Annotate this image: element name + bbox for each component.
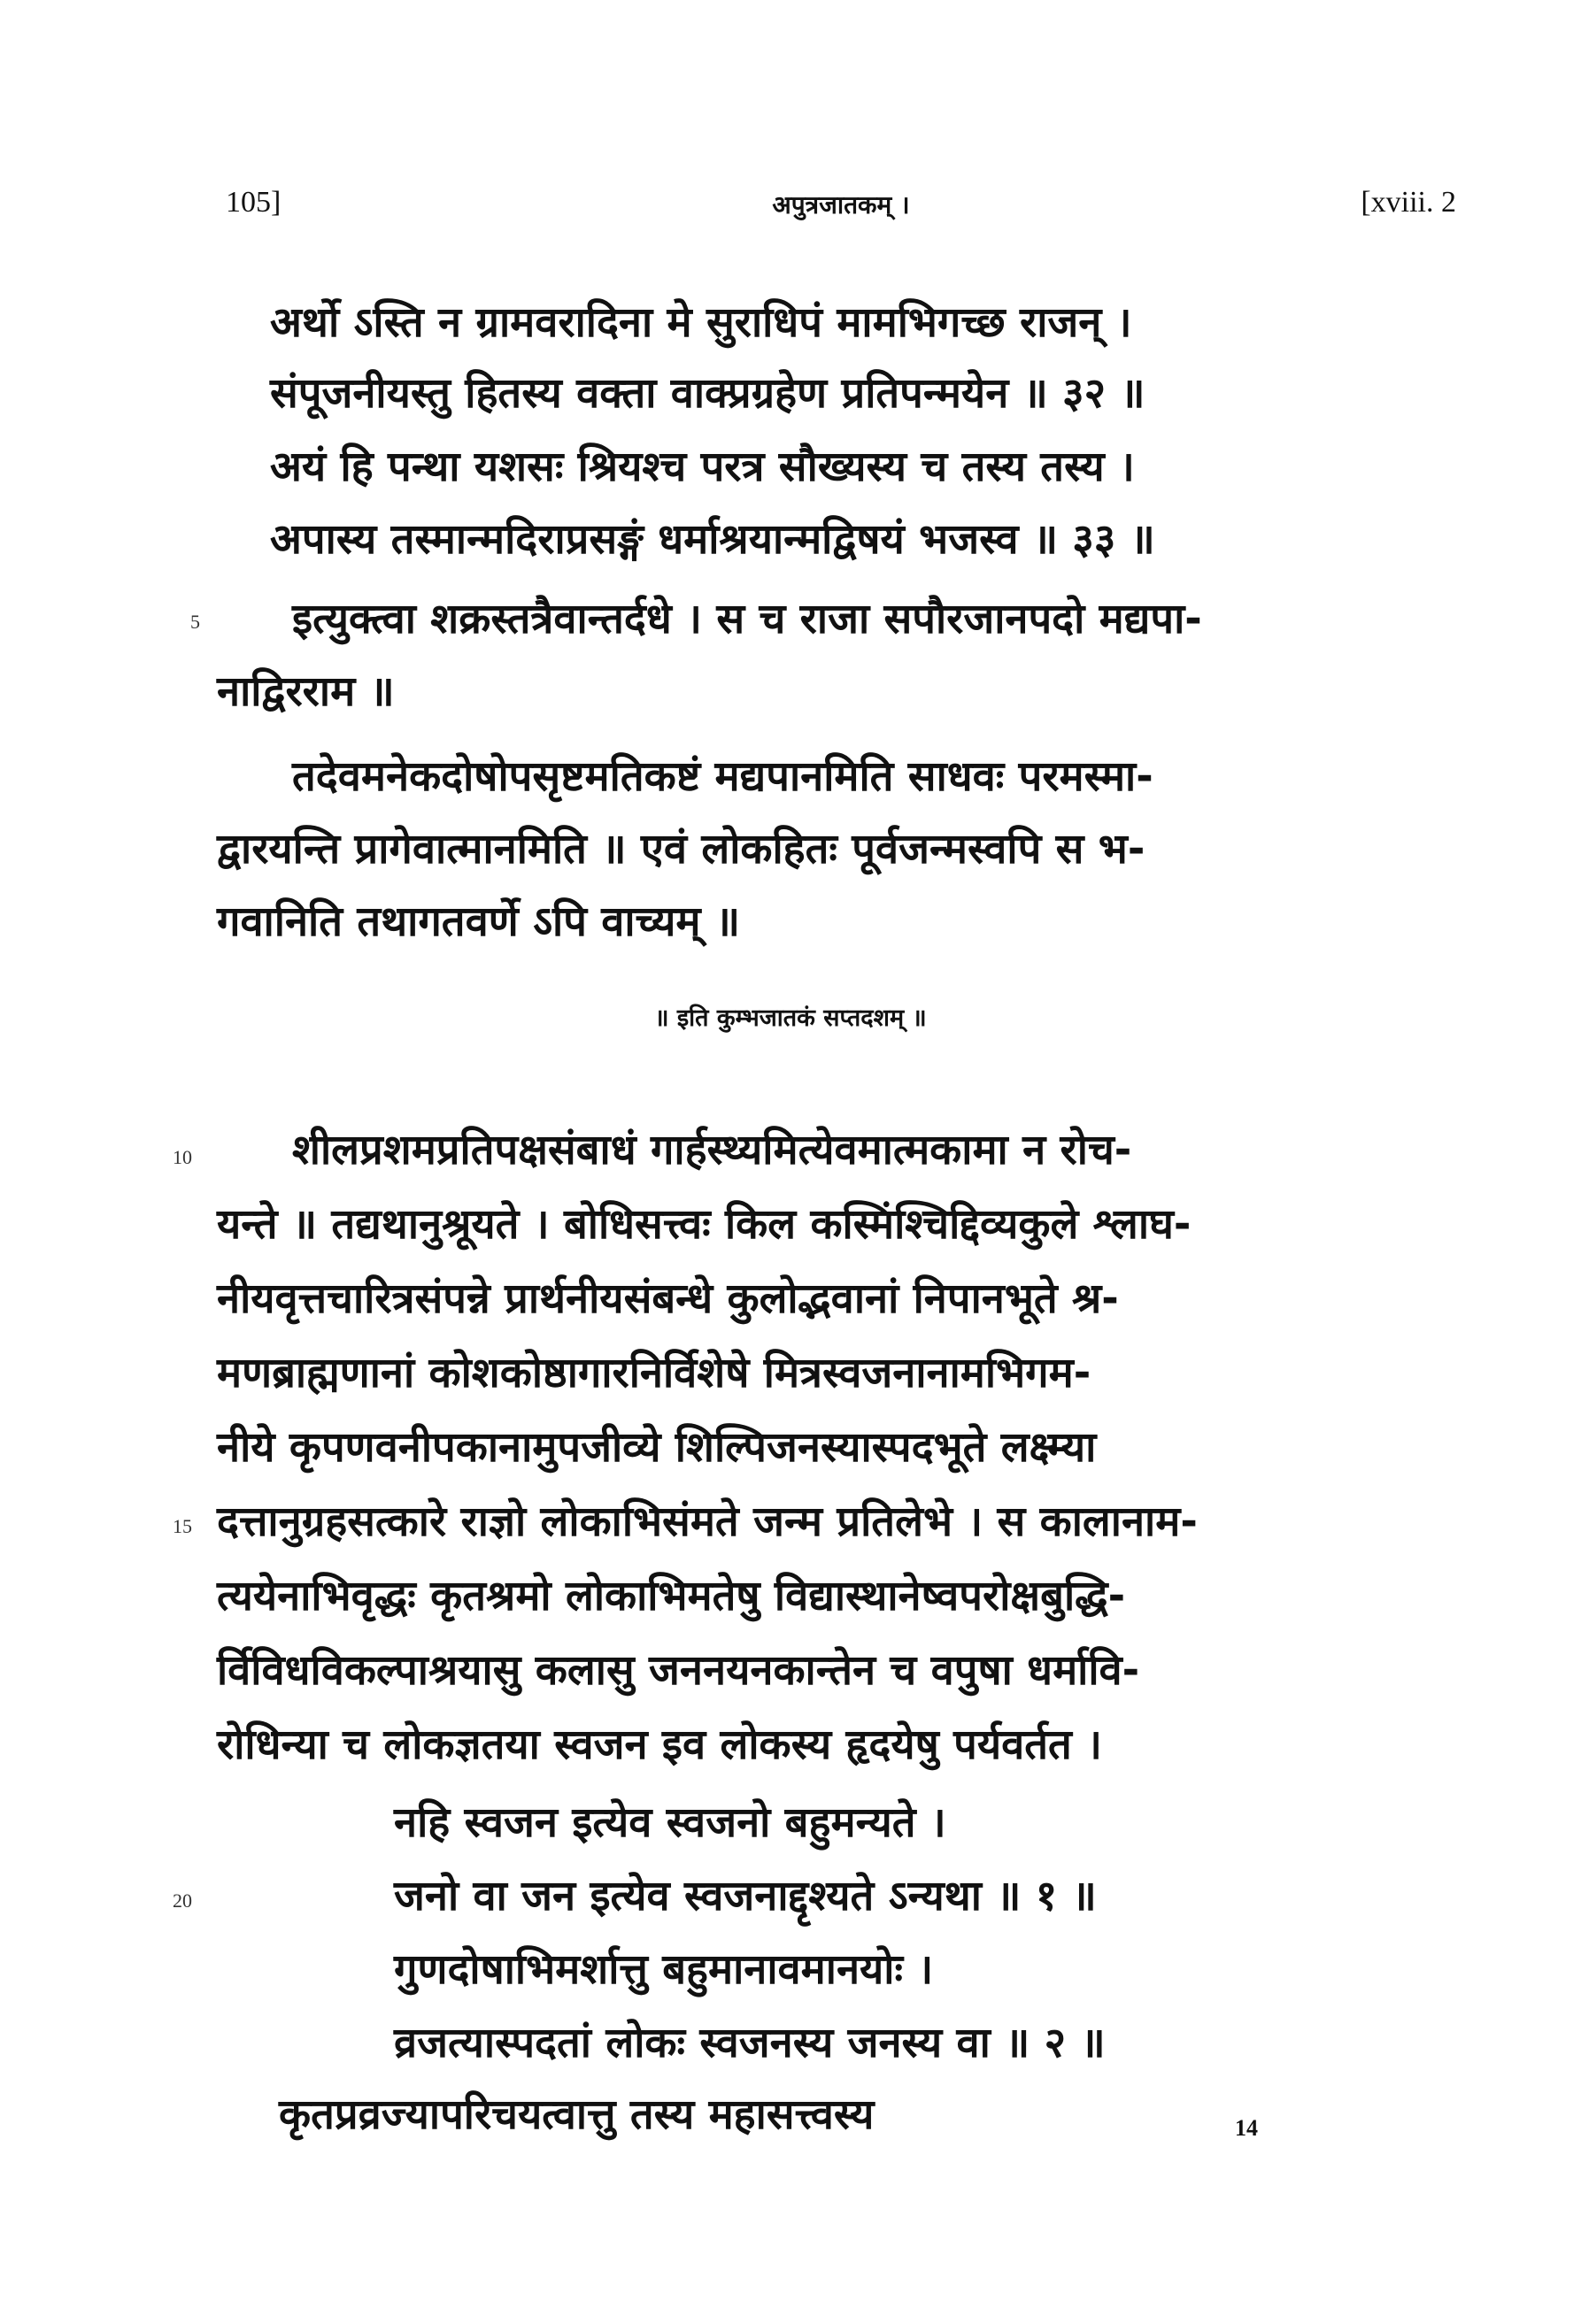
text-line: त्ययेनाभिवृद्धः कृतश्रमो लोकाभिमतेषु विद्यास्थानेष्वपरोक्षबुद्धि- (217, 1572, 1126, 1620)
text-line: तदेवमनेकदोषोपसृष्टमतिकष्टं मद्यपानमिति साधवः परमस्मा- (292, 752, 1153, 801)
section-number: [xviii. 2 (1361, 186, 1456, 219)
text-line: नीयवृत्तचारित्रसंपन्ने प्रार्थनीयसंबन्धे कुलोद्भवानां निपानभूते श्र- (217, 1274, 1119, 1323)
running-title: अपुत्रजातकम् । (772, 190, 910, 219)
verse-line: नहि स्वजन इत्येव स्वजनो बहुमन्यते । (394, 1798, 946, 1847)
text-line: अयं हि पन्था यशसः श्रियश्च परत्र सौख्यस्य च तस्य तस्य । (270, 442, 1135, 491)
text-line: मणब्राह्मणानां कोशकोष्ठागारनिर्विशेषे मित्रस्वजनानामभिगम- (217, 1349, 1091, 1397)
text-line: गवानिति तथागतवर्णे ऽपि वाच्यम् ॥ (217, 897, 741, 946)
verse-line: व्रजत्यास्पदतां लोकः स्वजनस्य जनस्य वा ॥ २ ॥ (394, 2019, 1106, 2067)
line-number: 15 (173, 1515, 192, 1537)
signature-mark: 14 (1235, 2115, 1258, 2141)
text-line: अपास्य तस्मान्मदिराप्रसङ्गं धर्माश्रयान्मद्विषयं भजस्व ॥ ३३ ॥ (270, 515, 1155, 564)
chapter-colophon: ॥ इति कुम्भजातकं सप्तदशम् ॥ (654, 1004, 927, 1032)
line-number: 20 (173, 1889, 192, 1912)
text-line: र्विविधविकल्पाश्रयासु कलासु जननयनकान्तेन च वपुषा धर्मावि- (217, 1646, 1140, 1695)
text-line: संपूजनीयस्तु हितस्य वक्ता वाक्प्रग्रहेण प्रतिपन्मयेन ॥ ३२ ॥ (270, 369, 1145, 418)
text-line: यन्ते ॥ तद्यथानुश्रूयते । बोधिसत्त्वः किल कस्मिंश्चिद्दिव्यकुले श्लाघ- (217, 1200, 1192, 1249)
text-line: द्वारयन्ति प्रागेवात्मानमिति ॥ एवं लोकहितः पूर्वजन्मस्वपि स भ- (217, 825, 1145, 873)
verse-line: गुणदोषाभिमर्शात्तु बहुमानावमानयोः । (394, 1945, 934, 1994)
text-line: इत्युक्त्वा शक्रस्तत्रैवान्तर्दधे । स च राजा सपौरजानपदो मद्यपा- (292, 595, 1202, 643)
verse-line: जनो वा जन इत्येव स्वजनाद्दृश्यते ऽन्यथा ॥ १ ॥ (394, 1872, 1097, 1920)
line-number: 5 (190, 611, 200, 633)
text-line: नाद्विरराम ॥ (217, 667, 395, 716)
text-line: नीये कृपणवनीपकानामुपजीव्ये शिल्पिजनस्यास्पदभूते लक्ष्म्या (217, 1423, 1097, 1472)
text-line: रोधिन्या च लोकज्ञतया स्वजन इव लोकस्य हृदयेषु पर्यवर्तत । (217, 1720, 1102, 1769)
running-header (226, 186, 1456, 239)
line-number: 10 (173, 1146, 192, 1168)
text-line: शीलप्रशमप्रतिपक्षसंबाधं गार्हस्थ्यमित्येवमात्मकामा न रोच- (292, 1126, 1132, 1174)
page-reference: 105] (226, 186, 281, 219)
text-line: अर्थो ऽस्ति न ग्रामवरादिना मे सुराधिपं मामभिगच्छ राजन् । (270, 298, 1132, 347)
text-line: दत्तानुग्रहसत्कारे राज्ञो लोकाभिसंमते जन्म प्रतिलेभे । स कालानाम- (217, 1497, 1198, 1546)
text-line: कृतप्रव्रज्यापरिचयत्वात्तु तस्य महासत्त्वस्य (279, 2090, 875, 2139)
